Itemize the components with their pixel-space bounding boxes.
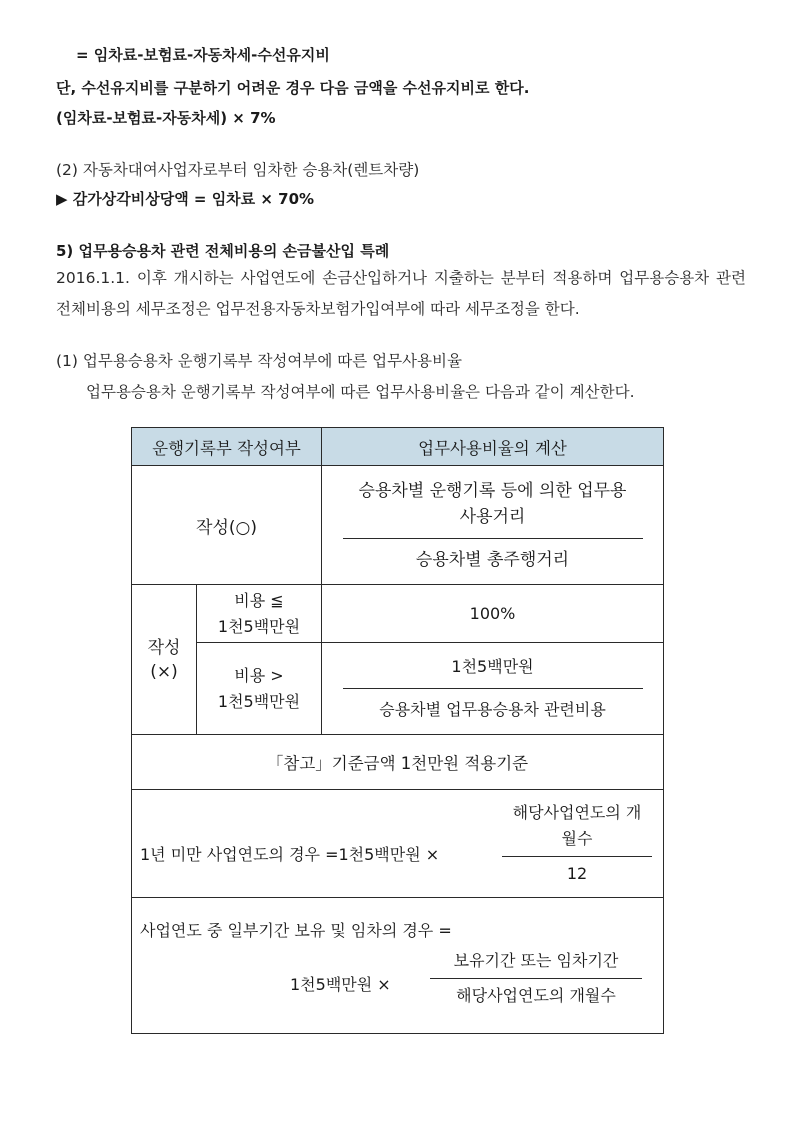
business-use-ratio-table xyxy=(131,427,664,1034)
partial-text: 사업연도 중 일부기간 보유 및 임차의 경우 = xyxy=(140,921,452,940)
cost-gt-numerator: 1천5백만원 xyxy=(343,654,643,689)
partial-period-formula xyxy=(132,898,664,1034)
cost-gt-label: 비용 > 1천5백만원 xyxy=(197,643,322,735)
reference-note: 「참고」기준금액 1천만원 적용기준 xyxy=(132,735,664,790)
short-year-numerator: 해당사업연도의 개월수 xyxy=(502,800,652,857)
section-title: 5) 업무용승용차 관련 전체비용의 손금불산입 특례 xyxy=(56,242,390,260)
written-label: 작성(○) xyxy=(132,466,322,585)
section-body: 2016.1.1. 이후 개시하는 사업연도에 손금산입하거나 지출하는 분부터 적용하며 업무용승용차 관련 전체비용의 세무조정은 업무전용자동차보험가입여부에 따라 세무조정을 한다. xyxy=(56,269,746,318)
short-year-denominator: 12 xyxy=(566,864,588,883)
subsection-title: (1) 업무용승용차 운행기록부 작성여부에 따른 업무사용비율 xyxy=(56,352,462,370)
formula-continuation: = 임차료-보험료-자동차세-수선유지비 xyxy=(76,46,330,64)
rental-case-heading: (2) 자동차대여사업자로부터 임차한 승용차(렌트차량) xyxy=(56,161,420,179)
depreciation-formula: ▶ 감가상각비상당액 = 임차료 × 70% xyxy=(56,190,315,208)
partial-denominator: 해당사업연도의 개월수 xyxy=(456,986,616,1005)
short-year-text: 1년 미만 사업연도의 경우 =1천5백만원 × xyxy=(140,845,440,864)
written-ratio-formula xyxy=(322,466,664,585)
cost-le-value: 100% xyxy=(322,585,664,643)
partial-base: 1천5백만원 × xyxy=(290,975,391,994)
cost-le-label: 비용 ≦ 1천5백만원 xyxy=(197,585,322,643)
written-numerator: 승용차별 운행기록 등에 의한 업무용 사용거리 xyxy=(343,478,643,539)
cost-gt-denominator: 승용차별 업무용승용차 관련비용 xyxy=(379,700,606,719)
short-year-formula xyxy=(132,790,664,898)
not-written-label: 작성 (×) xyxy=(132,585,197,735)
cost-gt-formula xyxy=(322,643,664,735)
repair-cost-formula: (임차료-보험료-자동차세) × 7% xyxy=(56,109,276,127)
partial-numerator: 보유기간 또는 임차기간 xyxy=(430,948,642,979)
repair-cost-note: 단, 수선유지비를 구분하기 어려운 경우 다음 금액을 수선유지비로 한다. xyxy=(56,79,530,97)
header-log-written: 운행기록부 작성여부 xyxy=(132,428,322,466)
subsection-body: 업무용승용차 운행기록부 작성여부에 따른 업무사용비율은 다음과 같이 계산한다. xyxy=(86,383,635,401)
written-denominator: 승용차별 총주행거리 xyxy=(415,549,570,570)
header-ratio-calculation: 업무사용비율의 계산 xyxy=(322,428,664,466)
